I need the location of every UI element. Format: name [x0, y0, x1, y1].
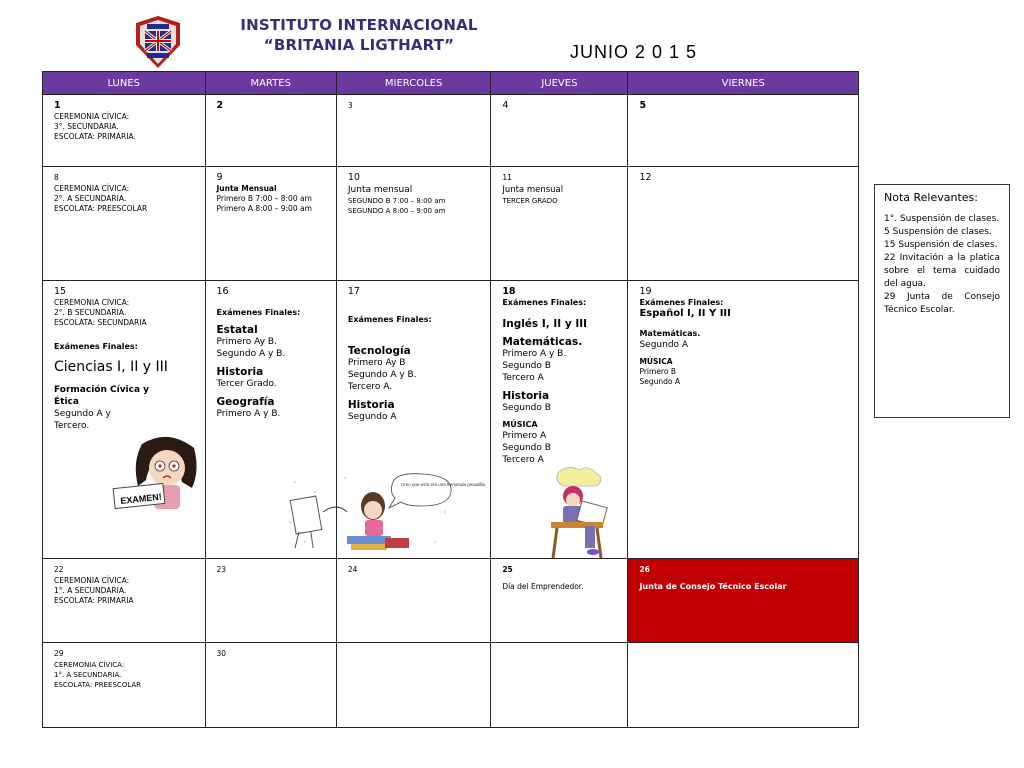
exam-subject: Formación Cívica y Ética	[54, 385, 150, 407]
day-number: 4	[502, 100, 509, 111]
exam-group: Primero A	[502, 431, 547, 441]
day-number: 5	[639, 100, 647, 111]
exam-subject: Matemáticas.	[502, 336, 583, 348]
exam-group: Segundo A	[639, 377, 680, 386]
day-number: 22	[54, 565, 64, 574]
event-text: ESCOLATA: PREESCOLAR	[54, 681, 142, 689]
day-number: 18	[502, 286, 516, 297]
day-number: 12	[639, 172, 652, 183]
exam-group: Segundo A y B.	[347, 370, 417, 380]
day-number: 15	[54, 286, 67, 297]
calendar-table	[42, 71, 859, 728]
day-cell-30	[205, 643, 336, 728]
event-text: Primero A 8:00 – 9:00 am	[216, 204, 312, 213]
event-text: 3°. SECUNDARIA.	[54, 122, 119, 131]
event-title: Junta mensual	[502, 185, 564, 195]
week-row-2	[43, 167, 859, 281]
exam-group: Primero A y B.	[216, 409, 281, 419]
day-cell-8	[43, 167, 206, 281]
exam-sign-text: EXAMEN!	[119, 491, 163, 506]
day-number: 2	[216, 100, 224, 111]
day-number: 29	[54, 649, 64, 658]
day-number: 17	[347, 286, 360, 297]
event-title: Junta de Consejo Técnico Escolar	[639, 582, 787, 591]
note-item: 1°. Suspensión de clases.	[884, 214, 1000, 224]
event-text: Día del Emprendedor.	[502, 582, 584, 591]
day-cell-25	[491, 559, 628, 643]
notes-list	[884, 213, 1000, 317]
exam-group: Tercero.	[54, 421, 90, 431]
day-cell-5	[628, 95, 859, 167]
day-number: 8	[54, 173, 59, 182]
spacer	[54, 328, 195, 342]
student-desk-illustration	[545, 464, 615, 562]
exam-group: Tercer Grado.	[216, 379, 277, 389]
header-wednesday: MIERCOLES	[336, 72, 490, 95]
event-text: ESCOLATA: SECUNDARIA	[54, 318, 147, 327]
event-text: ESCOLATA: PREESCOLAR	[54, 204, 148, 213]
exam-group: Primero Ay B.	[216, 337, 277, 347]
exam-group: Segundo A	[639, 340, 689, 350]
day-number: 26	[639, 565, 650, 574]
exam-group: Segundo B	[502, 361, 551, 371]
exam-group: Segundo B	[502, 403, 551, 413]
event-text: CEREMONIA CÍVICA:	[54, 184, 130, 193]
exam-heading: Exámenes Finales:	[502, 298, 587, 307]
school-name-line2: “BRITANIA LIGTHART”	[263, 36, 455, 54]
studying-girl-illustration	[285, 472, 486, 556]
exam-subject: Ciencias I, II y III	[54, 359, 168, 375]
exam-subject: Historia	[216, 366, 264, 378]
event-text: ESCOLATA: PRIMARIA.	[54, 132, 136, 141]
exam-subject: Inglés I, II y III	[502, 318, 588, 330]
event-text: ESCOLATA: PRIMARIA	[54, 596, 134, 605]
day-number: 16	[216, 286, 229, 297]
day-cell-19	[628, 281, 859, 559]
exam-girl-illustration	[112, 430, 204, 512]
event-text: SEGUNDO B 7:00 – 8:00 am	[347, 197, 446, 205]
exam-subject: Historia	[502, 390, 550, 402]
month-title: JUNIO 2 0 1 5	[570, 42, 698, 62]
day-number: 11	[502, 173, 512, 182]
exam-heading: Exámenes Finales:	[639, 298, 724, 307]
notes-box	[874, 184, 1010, 418]
school-crest-logo	[133, 15, 183, 69]
header-monday: LUNES	[43, 72, 206, 95]
exam-group: Tercero A	[502, 455, 544, 465]
header-thursday: JUEVES	[491, 72, 628, 95]
day-cell-29	[43, 643, 206, 728]
day-cell-24	[336, 559, 490, 643]
exam-heading: Exámenes Finales:	[347, 315, 432, 324]
empty-cell	[628, 643, 859, 728]
note-item: 5 Suspensión de clases.	[884, 227, 992, 237]
event-text: 2°. B SECUNDARIA.	[54, 308, 127, 317]
day-cell-9	[205, 167, 336, 281]
day-cell-4	[491, 95, 628, 167]
event-text: CEREMONIA CÍVICA:	[54, 576, 130, 585]
event-text: 2°. A SECUNDARIA.	[54, 194, 127, 203]
event-text: CEREMONIA CÍVICA:	[54, 298, 130, 307]
event-text: 1°. A SECUNDARIA.	[54, 586, 127, 595]
event-title: Junta Mensual	[216, 184, 277, 193]
event-text: Primero B 7:00 – 8:00 am	[216, 194, 312, 203]
exam-subject: Tecnología	[347, 345, 411, 357]
exam-subject: Español I, II Y III	[639, 308, 731, 319]
note-item: 29 Junta de Consejo Técnico Escolar.	[884, 292, 1000, 315]
day-number: 10	[347, 172, 360, 183]
day-number: 30	[216, 649, 227, 658]
day-cell-22	[43, 559, 206, 643]
exam-subject: Geografía	[216, 396, 275, 408]
day-cell-1	[43, 95, 206, 167]
event-title: Junta mensual	[347, 185, 413, 195]
thought-bubble-text: Creo que esto era una tremenda pesadilla	[401, 482, 486, 487]
note-item: 15 Suspensión de clases.	[884, 240, 998, 250]
exam-subject: Matemáticas.	[639, 329, 701, 338]
day-number: 19	[639, 286, 652, 297]
exam-subject: Estatal	[216, 324, 258, 336]
day-cell-11	[491, 167, 628, 281]
exam-group: Primero A y B.	[502, 349, 567, 359]
event-text: CEREMONIA CÍVICA:	[54, 661, 125, 669]
exam-group: Tercero A	[502, 373, 544, 383]
empty-cell	[336, 643, 490, 728]
day-cell-15	[43, 281, 206, 559]
exam-group: Segundo A	[347, 412, 397, 422]
day-number: 23	[216, 565, 227, 574]
exam-subject: MÚSICA	[639, 357, 673, 366]
day-number: 3	[347, 101, 353, 110]
note-item: 22 Invitación a la platica sobre el tema cuidado del agua.	[884, 253, 1000, 289]
exam-group: Segundo B	[502, 443, 551, 453]
week-row-4	[43, 559, 859, 643]
day-cell-3	[336, 95, 490, 167]
header-friday: VIERNES	[628, 72, 859, 95]
day-number: 1	[54, 100, 61, 111]
week-row-1	[43, 95, 859, 167]
day-cell-12	[628, 167, 859, 281]
day-number: 9	[216, 172, 223, 183]
day-number: 25	[502, 565, 513, 574]
day-cell-2	[205, 95, 336, 167]
exam-heading: Exámenes Finales:	[54, 342, 138, 351]
event-text: SEGUNDO A 8:00 – 9:00 am	[347, 207, 446, 215]
exam-subject: Historia	[347, 399, 395, 411]
day-cell-10	[336, 167, 490, 281]
exam-group: Segundo A y	[54, 409, 111, 419]
exam-group: Segundo A y B.	[216, 349, 286, 359]
exam-group: Tercero A.	[347, 382, 393, 392]
event-text: CEREMONIA CÍVICA:	[54, 112, 130, 121]
exam-group: Primero B	[639, 367, 676, 376]
weekday-header-row	[43, 72, 859, 95]
event-text: TERCER GRADO	[502, 197, 558, 205]
empty-cell	[491, 643, 628, 728]
exam-group: Primero Ay B	[347, 358, 406, 368]
school-name-line1: INSTITUTO INTERNACIONAL	[240, 16, 478, 34]
day-cell-26	[628, 559, 859, 643]
event-text: 1°. A SECUNDARIA.	[54, 671, 122, 679]
header-tuesday: MARTES	[205, 72, 336, 95]
exam-heading: Exámenes Finales:	[216, 308, 301, 317]
notes-title: Nota Relevantes:	[884, 191, 978, 204]
exam-subject: MÚSICA	[502, 420, 538, 429]
day-number: 24	[347, 565, 358, 574]
day-cell-23	[205, 559, 336, 643]
week-row-5	[43, 643, 859, 728]
